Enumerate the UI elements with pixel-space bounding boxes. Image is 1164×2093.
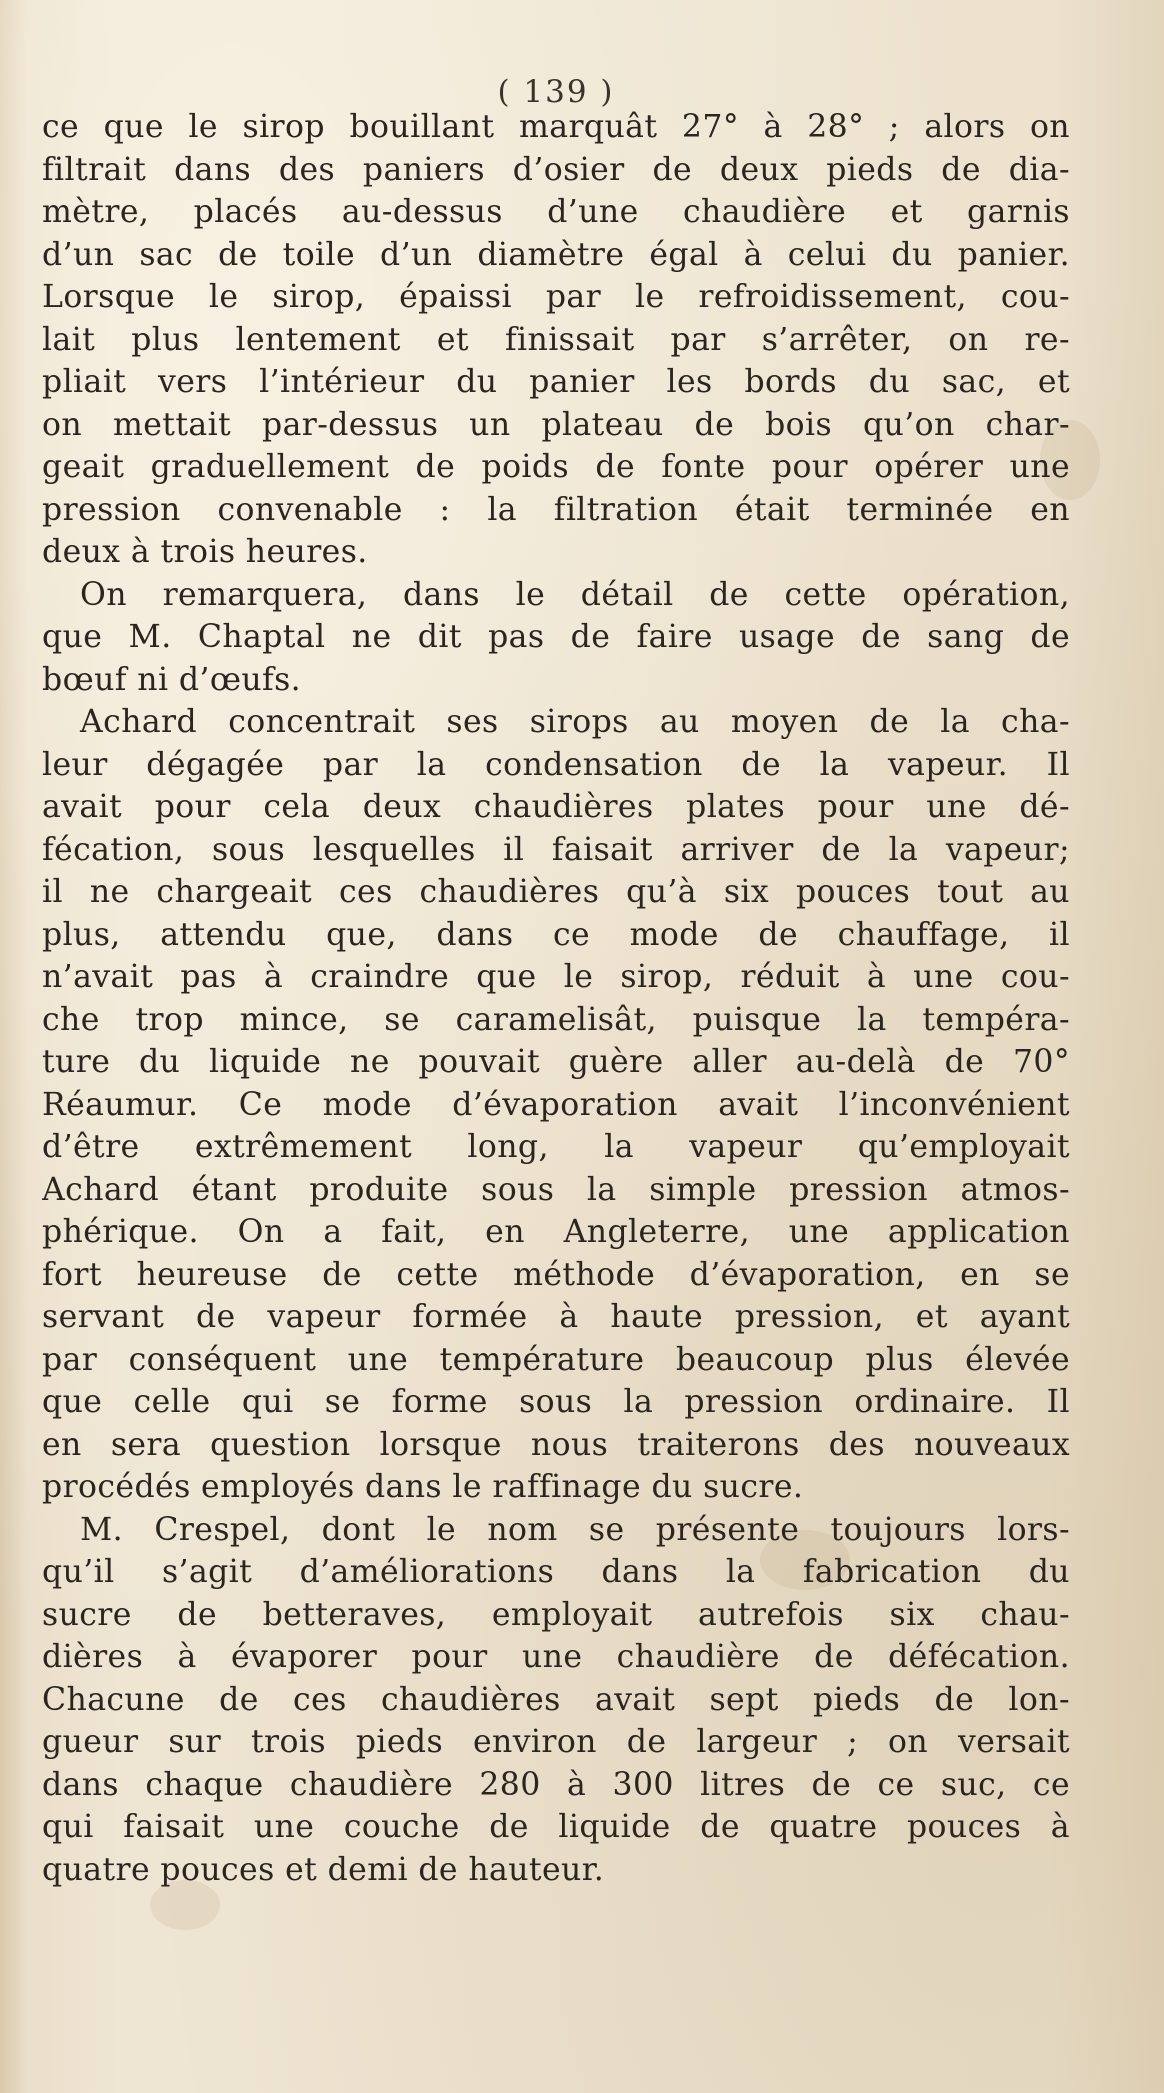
text-line: leur dégagée par la condensation de la vapeur. Il: [42, 746, 1070, 783]
text-line: M. Crespel, dont le nom se présente toujours lors-: [80, 1511, 1070, 1548]
text-line: deux à trois heures.: [42, 534, 368, 570]
text-line: fort heureuse de cette méthode d’évaporation, en se: [42, 1256, 1070, 1293]
text-line: quatre pouces et demi de hauteur.: [42, 1851, 605, 1888]
text-line: en sera question lorsque nous traiterons des nouveaux: [42, 1426, 1070, 1463]
text-line: qui faisait une couche de liquide de quatre pouces à: [42, 1809, 1070, 1845]
text-line: procédés employés dans le raffinage du sucre.: [42, 1469, 804, 1505]
text-line: d’être extrêmement long, la vapeur qu’employait: [42, 1129, 1070, 1165]
text-line: On remarquera, dans le détail de cette opération,: [80, 576, 1070, 613]
text-line: sucre de betteraves, employait autrefois six chau-: [42, 1596, 1070, 1633]
text-line: gueur sur trois pieds environ de largeur ; on versait: [42, 1724, 1070, 1760]
text-line: on mettait par-dessus un plateau de bois qu’on char-: [42, 406, 1070, 443]
text-line: plus, attendu que, dans ce mode de chauffage, il: [42, 916, 1070, 953]
text-line: che trop mince, se caramelisât, puisque la tempéra-: [42, 1001, 1070, 1038]
text-line: Lorsque le sirop, épaissi par le refroidissement, cou-: [42, 279, 1070, 315]
text-line: Chacune de ces chaudières avait sept pieds de lon-: [42, 1681, 1070, 1718]
text-line: pression convenable : la filtration était terminée en: [42, 491, 1070, 528]
text-line: pliait vers l’intérieur du panier les bords du sac, et: [42, 364, 1070, 400]
text-line: fécation, sous lesquelles il faisait arriver de la vapeur;: [42, 831, 1070, 868]
text-line: servant de vapeur formée à haute pression, et ayant: [42, 1299, 1070, 1335]
text-line: mètre, placés au-dessus d’une chaudière et garnis: [42, 194, 1070, 230]
text-line: il ne chargeait ces chaudières qu’à six pouces tout au: [42, 874, 1070, 910]
text-line: que M. Chaptal ne dit pas de faire usage de sang de: [42, 619, 1070, 655]
text-line: ce que le sirop bouillant marquât 27° à 28° ; alors on: [42, 109, 1070, 145]
text-line: qu’il s’agit d’améliorations dans la fabrication du: [42, 1554, 1070, 1590]
text-line: geait graduellement de poids de fonte pour opérer une: [42, 449, 1070, 485]
text-line: Réaumur. Ce mode d’évaporation avait l’inconvénient: [42, 1086, 1070, 1123]
text-line: que celle qui se forme sous la pression ordinaire. Il: [42, 1384, 1070, 1420]
text-line: bœuf ni d’œufs.: [42, 661, 302, 698]
text-line: ture du liquide ne pouvait guère aller au-delà de 70°: [42, 1044, 1070, 1080]
text-line: filtrait dans des paniers d’osier de deux pieds de dia-: [42, 151, 1070, 188]
page-text: [42, 72, 1070, 1891]
page-number: ( 139 ): [497, 74, 615, 110]
text-line: avait pour cela deux chaudières plates pour une dé-: [42, 789, 1070, 825]
text-line: dières à évaporer pour une chaudière de défécation.: [42, 1639, 1070, 1675]
text-line: d’un sac de toile d’un diamètre égal à celui du panier.: [42, 236, 1070, 273]
text-line: n’avait pas à craindre que le sirop, réduit à une cou-: [42, 959, 1070, 995]
text-line: lait plus lentement et finissait par s’arrêter, on re-: [42, 321, 1070, 358]
text-line: Achard concentrait ses sirops au moyen de la cha-: [80, 704, 1070, 740]
text-line: dans chaque chaudière 280 à 300 litres de ce suc, ce: [42, 1766, 1070, 1803]
text-line: phérique. On a fait, en Angleterre, une application: [42, 1214, 1070, 1250]
text-line: par conséquent une température beaucoup plus élevée: [42, 1341, 1070, 1378]
text-line: Achard étant produite sous la simple pression atmos-: [42, 1171, 1070, 1208]
